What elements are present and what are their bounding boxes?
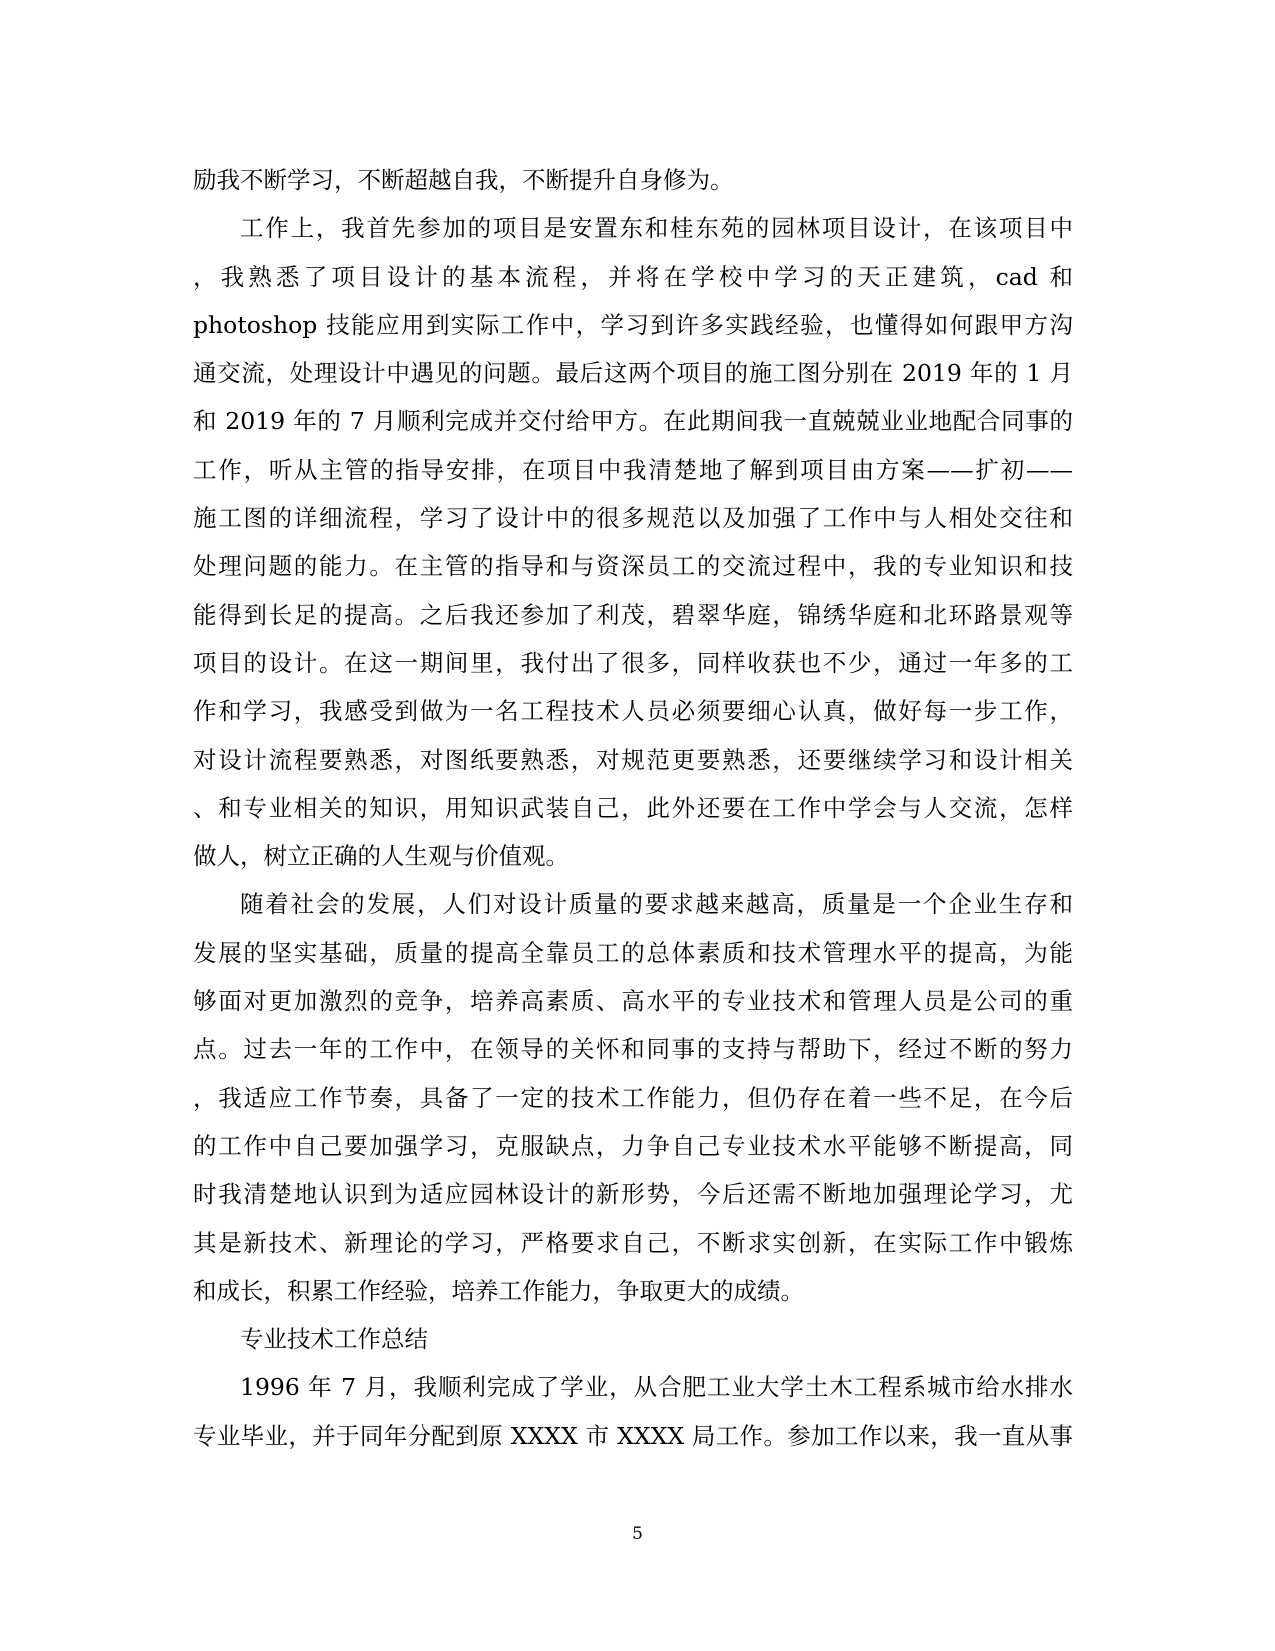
text-line: 通交流，处理设计中遇见的问题。最后这两个项目的施工图分别在 2019 年的 1 月 (193, 359, 1073, 388)
text-line: 点。过去一年的工作中，在领导的关怀和同事的支持与帮助下，经过不断的努力 (193, 1035, 1073, 1064)
text-line: 励我不断学习，不断超越自我，不断提升自身修为。 (193, 166, 734, 194)
section-heading: 专业技术工作总结 (240, 1325, 428, 1354)
text-line: 够面对更加激烈的竞争，培养高素质、高水平的专业技术和管理人员是公司的重 (193, 987, 1073, 1016)
text-line: 项目的设计。在这一期间里，我付出了很多，同样收获也不少，通过一年多的工 (193, 648, 1073, 677)
page-number: 5 (632, 1524, 643, 1544)
text-line: 和 2019 年的 7 月顺利完成并交付给甲方。在此期间我一直兢兢业业地配合同事的 (193, 407, 1073, 436)
text-line: 发展的坚实基础，质量的提高全靠员工的总体素质和技术管理水平的提高，为能 (193, 938, 1073, 967)
text-line: 对设计流程要熟悉，对图纸要熟悉，对规范更要熟悉，还要继续学习和设计相关 (193, 745, 1073, 774)
text-line: 工作，听从主管的指导安排，在项目中我清楚地了解到项目由方案——扩初—— (193, 455, 1073, 484)
text-line: 和成长，积累工作经验，培养工作能力，争取更大的成绩。 (193, 1276, 804, 1305)
text-line: 、和专业相关的知识，用知识武装自己，此外还要在工作中学会与人交流，怎样 (193, 793, 1073, 822)
text-line: 的工作中自己要加强学习，克服缺点，力争自己专业技术水平能够不断提高，同 (193, 1131, 1073, 1160)
text-line: 施工图的详细流程，学习了设计中的很多规范以及加强了工作中与人相处交往和 (193, 504, 1073, 533)
paragraph-start-line: 随着社会的发展，人们对设计质量的要求越来越高，质量是一个企业生存和 (240, 890, 1073, 919)
text-line: 其是新技术、新理论的学习，严格要求自己，不断求实创新，在实际工作中锻炼 (193, 1228, 1073, 1257)
text-line: photoshop 技能应用到实际工作中，学习到许多实践经验，也懂得如何跟甲方沟 (193, 310, 1073, 339)
text-line: 做人，树立正确的人生观与价值观。 (193, 842, 569, 871)
paragraph-start-line: 工作上，我首先参加的项目是安置东和桂东苑的园林项目设计，在该项目中 (240, 214, 1073, 243)
text-line: 专业毕业，并于同年分配到原 XXXX 市 XXXX 局工作。参加工作以来，我一直从事 (193, 1421, 1073, 1450)
text-line: 处理问题的能力。在主管的指导和与资深员工的交流过程中，我的专业知识和技 (193, 552, 1073, 581)
text-line: ，我适应工作节奏，具备了一定的技术工作能力，但仍存在着一些不足，在今后 (193, 1083, 1073, 1112)
text-line: 时我清楚地认识到为适应园林设计的新形势，今后还需不断地加强理论学习，尤 (193, 1180, 1073, 1209)
body-text (193, 156, 1073, 1460)
text-line: 作和学习，我感受到做为一名工程技术人员必须要细心认真，做好每一步工作， (193, 697, 1073, 726)
paragraph-start-line: 1996 年 7 月，我顺利完成了学业，从合肥工业大学土木工程系城市给水排水 (240, 1373, 1073, 1402)
text-line: 能得到长足的提高。之后我还参加了利茂，碧翠华庭，锦绣华庭和北环路景观等 (193, 600, 1073, 629)
text-line: ，我熟悉了项目设计的基本流程，并将在学校中学习的天正建筑，cad 和 (193, 262, 1073, 291)
